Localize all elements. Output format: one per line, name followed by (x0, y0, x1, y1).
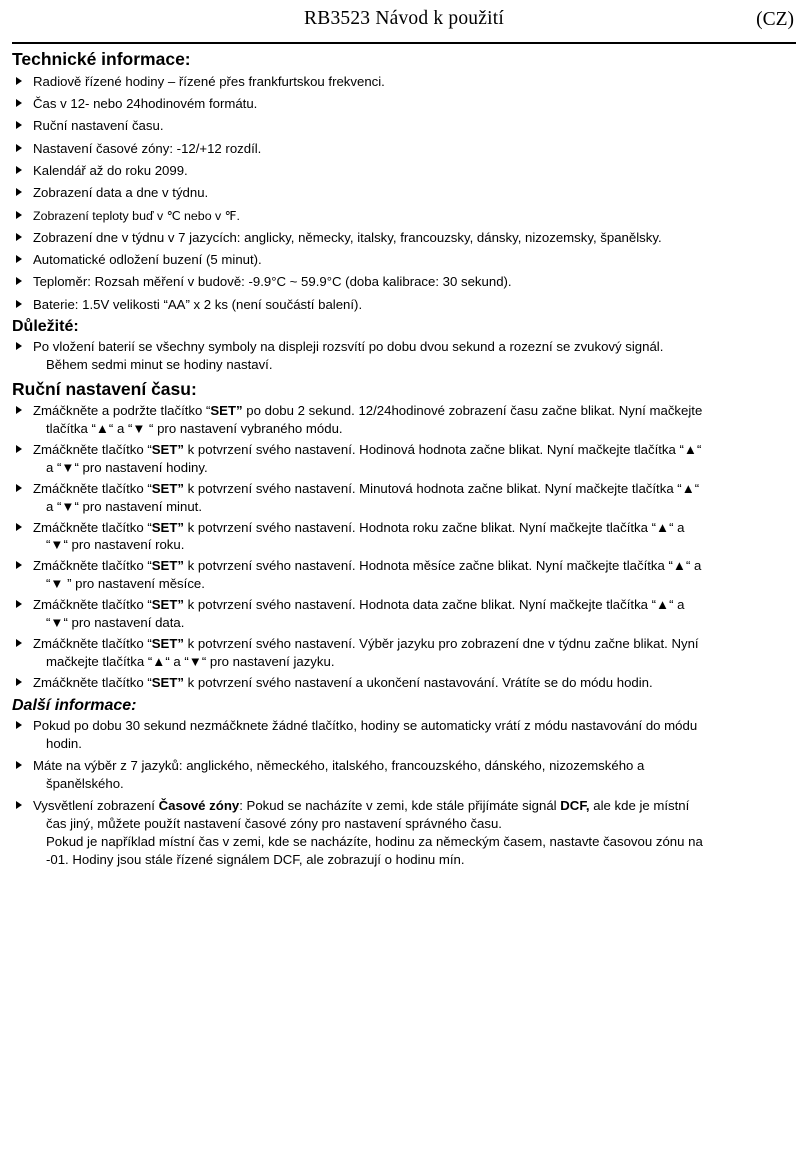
list-item-label: Zobrazení data a dne v týdnu. (33, 185, 209, 201)
list-item (12, 480, 796, 516)
bullet-triangle-icon (16, 801, 22, 809)
step-text-part1: Zmáčkněte a podržte tlačítko “ (33, 403, 211, 419)
step-text-line2: “▼“ pro nastavení roku. (46, 537, 185, 553)
list-item (12, 296, 796, 314)
step-text-line2: a “▼“ pro nastavení minut. (46, 498, 202, 514)
step-text-part1: Zmáčkněte tlačítko “ (33, 558, 152, 574)
bullet-triangle-icon (16, 523, 22, 531)
set-button-label: SET” (151, 597, 184, 613)
bullet-triangle-icon (16, 342, 22, 350)
list-item (12, 207, 796, 225)
bullet-triangle-icon (16, 77, 22, 85)
bullet-triangle-icon (16, 233, 22, 241)
list-item (12, 162, 796, 180)
bullet-triangle-icon (16, 600, 22, 608)
list-item (12, 184, 796, 202)
step-text-part2: k potvrzení svého nastavení. Hodnota měsíce začne blikat. Nyní mačkejte tlačítka “▲“ a (183, 558, 702, 574)
bullet-triangle-icon (16, 484, 22, 492)
set-button-label: SET” (210, 403, 243, 419)
timezone-explanation-line3: Pokud je například místní čas v zemi, kde se nacházíte, hodinu za německým časem, nastavte časovou zónu na (46, 834, 703, 849)
section-title-technical-info: Technické informace: (12, 49, 191, 69)
list-item (12, 140, 796, 158)
set-button-label: SET” (151, 558, 184, 574)
step-text-part1: Zmáčkněte tlačítko “ (33, 674, 152, 690)
bullet-triangle-icon (16, 277, 22, 285)
list-item-label-continued: španělského. (46, 776, 124, 792)
timezone-explanation-part2: : Pokud se nacházíte v zemi, kde stále přijímáte signál (239, 798, 561, 814)
list-item (12, 117, 796, 135)
language-tag: (CZ) (756, 9, 794, 30)
timezone-explanation-part3: ale kde je místní (589, 798, 690, 814)
list-item (12, 402, 796, 438)
bullet-triangle-icon (16, 188, 22, 196)
bullet-triangle-icon (16, 121, 22, 129)
list-item-label: Nastavení časové zóny: -12/+12 rozdíl. (33, 140, 262, 156)
list-item (12, 596, 796, 632)
list-item-label-continued: hodin. (46, 735, 82, 751)
list-item (12, 519, 796, 555)
step-text-part2: k potvrzení svého nastavení a ukončení nastavování. Vrátíte se do módu hodin. (183, 674, 653, 690)
set-button-label: SET” (151, 480, 184, 496)
step-text-part1: Zmáčkněte tlačítko “ (33, 636, 152, 652)
list-item-label: Zobrazení dne v týdnu v 7 jazycích: anglicky, německy, italsky, francouzsky, dánsky, nizozemsky, španělsky. (33, 229, 662, 245)
set-button-label: SET” (151, 636, 184, 652)
bullet-triangle-icon (16, 721, 22, 729)
set-button-label: SET” (151, 442, 184, 458)
timezone-explanation-line4: -01. Hodiny jsou stále řízené signálem DCF, ale zobrazují o hodinu mín. (46, 851, 465, 867)
bullet-triangle-icon (16, 561, 22, 569)
step-text-part1: Zmáčkněte tlačítko “ (33, 597, 152, 613)
step-text-part1: Zmáčkněte tlačítko “ (33, 480, 152, 496)
list-item-label: Pokud po dobu 30 sekund nezmáčknete žádné tlačítko, hodiny se automaticky vrátí z módu nastavování do módu (33, 718, 698, 734)
list-item-label: Máte na výběr z 7 jazyků: anglického, německého, italského, francouzského, dánského, nizozemského a (33, 758, 645, 774)
list-item (12, 674, 796, 692)
step-text-line2: a “▼“ pro nastavení hodiny. (46, 459, 208, 475)
more-info-list (12, 717, 796, 869)
step-text-line2: “▼ ” pro nastavení měsíce. (46, 576, 205, 592)
step-text-part2: k potvrzení svého nastavení. Hodnota data začne blikat. Nyní mačkejte tlačítka “▲“ a (183, 597, 685, 613)
bullet-triangle-icon (16, 255, 22, 263)
list-item-label: Radiově řízené hodiny – řízené přes frankfurtskou frekvenci. (33, 73, 385, 89)
bullet-triangle-icon (16, 300, 22, 308)
bullet-triangle-icon (16, 761, 22, 769)
list-item (12, 73, 796, 91)
step-text-part2: po dobu 2 sekund. 12/24hodinové zobrazení času začne blikat. Nyní mačkejte (242, 403, 703, 419)
timezone-explanation-part1: Vysvětlení zobrazení (33, 798, 159, 814)
list-item (12, 757, 796, 793)
list-item (12, 557, 796, 593)
set-button-label: SET” (151, 519, 184, 535)
list-item (12, 229, 796, 247)
bullet-triangle-icon (16, 211, 22, 219)
list-item-label-continued: Během sedmi minut se hodiny nastaví. (46, 357, 273, 373)
section-title-manual-time-setting: Ruční nastavení času: (12, 378, 197, 399)
bullet-triangle-icon (16, 445, 22, 453)
step-text-part2: k potvrzení svého nastavení. Minutová hodnota začne blikat. Nyní mačkejte tlačítka “▲“ (183, 480, 700, 496)
list-item (12, 441, 796, 477)
list-item (12, 251, 796, 269)
list-item (12, 273, 796, 291)
step-text-line2: mačkejte tlačítka “▲“ a “▼“ pro nastavení jazyku. (46, 653, 335, 669)
header-divider (12, 42, 796, 44)
bullet-triangle-icon (16, 639, 22, 647)
list-item (12, 338, 796, 374)
step-text-line2: tlačítka “▲“ a “▼ “ pro nastavení vybraného módu. (46, 421, 343, 437)
list-item (12, 635, 796, 671)
manual-setting-list (12, 402, 796, 692)
set-button-label: SET” (151, 674, 184, 690)
step-text-line2: “▼“ pro nastavení data. (46, 615, 185, 631)
list-item (12, 95, 796, 113)
list-item-label: Teploměr: Rozsah měření v budově: -9.9°C ~ 59.9°C (doba kalibrace: 30 sekund). (33, 274, 512, 290)
list-item (12, 797, 796, 868)
step-text-part2: k potvrzení svého nastavení. Hodinová hodnota začne blikat. Nyní mačkejte tlačítka “▲“ (183, 442, 702, 458)
list-item-label: Zobrazení teploty buď v ℃ nebo v ℉. (33, 208, 240, 223)
list-item-label: Baterie: 1.5V velikosti “AA” x 2 ks (není součástí balení). (33, 296, 363, 312)
list-item (12, 717, 796, 753)
page-header (12, 8, 796, 40)
list-item-label: Automatické odložení buzení (5 minut). (33, 252, 262, 268)
important-list (12, 338, 796, 374)
section-title-important: Důležité: (12, 318, 79, 336)
bullet-triangle-icon (16, 678, 22, 686)
dcf-term: DCF, (560, 798, 590, 814)
list-item-label: Kalendář až do roku 2099. (33, 162, 188, 178)
step-text-part1: Zmáčkněte tlačítko “ (33, 442, 152, 458)
page-title: RB3523 Návod k použití (304, 8, 504, 29)
step-text-part2: k potvrzení svého nastavení. Výběr jazyku pro zobrazení dne v týdnu začne blikat. Nyní (183, 636, 699, 652)
bullet-triangle-icon (16, 406, 22, 414)
step-text-part2: k potvrzení svého nastavení. Hodnota roku začne blikat. Nyní mačkejte tlačítka “▲“ a (183, 519, 685, 535)
technical-info-list (12, 73, 796, 314)
bullet-triangle-icon (16, 144, 22, 152)
bullet-triangle-icon (16, 166, 22, 174)
list-item-label: Čas v 12- nebo 24hodinovém formátu. (33, 95, 258, 111)
list-item-label: Ruční nastavení času. (33, 118, 164, 134)
bullet-triangle-icon (16, 99, 22, 107)
section-title-more-info: Další informace: (12, 696, 137, 714)
timezone-explanation-line2: čas jiný, můžete použít nastavení časové zóny pro nastavení správného času. (46, 816, 502, 832)
list-item-label: Po vložení baterií se všechny symboly na displeji rozsvítí po dobu dvou sekund a rozezní se zvukový signál. (33, 339, 664, 355)
timezone-term: Časové zóny (158, 798, 240, 814)
step-text-part1: Zmáčkněte tlačítko “ (33, 519, 152, 535)
